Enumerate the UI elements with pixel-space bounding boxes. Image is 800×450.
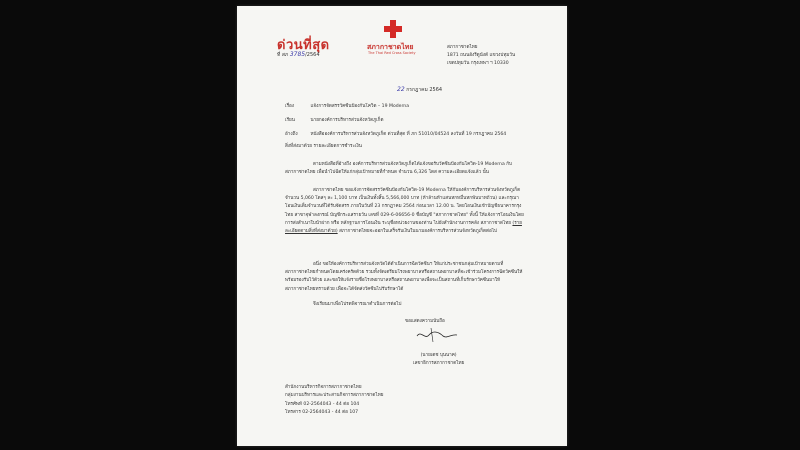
letter-date xyxy=(397,86,442,94)
footer-fax: โทรสาร 02-2564043 - 44 ต่อ 107 xyxy=(285,410,359,416)
signatory-title: เลขาธิการสภากาชาดไทย xyxy=(413,361,465,366)
org-name-english: The Thai Red Cross Society xyxy=(368,51,416,55)
subject-label: เรื่อง xyxy=(285,104,295,109)
attachment-text: รายละเอียดการชำระเงิน xyxy=(313,144,362,149)
paragraph-3: อนึ่ง ขอให้องค์การบริหารส่วนจังหวัดได้ดำเนินการฉีดวัคซีนฯ ให้แก่ประชาชนกลุ่มเป้าหมายตามที่สภากาชาดไทยกำหนดโดยเคร่งครัดด้วย รวมทั้งจัดเตรียมโรงพยาบาลหรือสถานพยาบาลที่จะเข้าร่วมโครงการฉีดวัคซีนให้พร้อมรองรับไว้ด้วย และขอให้แจ้งรายชื่อโรงพยาบาลหรือสถานพยาบาลเพื่อจะเป็นสถานที่เก็บรักษาวัคซีนมาให้สภากาชาดไทยทราบด้วย เพื่อจะได้จัดส่งวัคซีนไปรับรักษาได้ xyxy=(285,262,523,292)
to-line xyxy=(285,117,383,124)
document-number xyxy=(277,51,320,59)
letter-page xyxy=(237,6,567,446)
signatory-block xyxy=(413,352,464,368)
paragraph-2 xyxy=(285,187,525,236)
signature-icon xyxy=(409,326,461,344)
to-label: เรียน xyxy=(285,118,295,123)
to-text: นายกองค์การบริหารส่วนจังหวัดภูเก็ต xyxy=(310,118,384,123)
footer-phone: โทรศัพท์ 02-2564043 - 44 ต่อ 104 xyxy=(285,401,360,407)
attachment-line xyxy=(285,143,362,150)
address-line: สภากาชาดไทย xyxy=(447,45,478,50)
closing-salutation: ขอแสดงความนับถือ xyxy=(405,319,445,324)
footer-office: สำนักงานบริหารกิจการสภากาชาดไทย xyxy=(285,385,362,390)
doc-no-suffix: /2564 xyxy=(305,52,320,58)
attachment-label: สิ่งที่ส่งมาด้วย xyxy=(285,144,312,149)
address-line: 1871 ถนนอังรีดูนังต์ แขวงปทุมวัน xyxy=(447,53,516,58)
red-cross-logo-icon xyxy=(384,20,402,38)
sender-address xyxy=(447,44,515,68)
date-month-year: กรกฎาคม 2564 xyxy=(406,87,443,93)
footer-division: กลุ่มงานบริหารและประสานกิจการสภากาชาดไทย xyxy=(285,393,384,399)
org-name-thai: สภากาชาดไทย xyxy=(367,43,414,51)
urgency-stamp: ด่วนที่สุด xyxy=(277,38,330,53)
paragraph-1: ตามหนังสือที่อ้างถึง องค์การบริหารส่วนจังหวัดภูเก็ตได้แจ้งขอรับวัคซีนป้องกันโควิด-19 Moderna กับสภากาชาดไทย เพื่อนำไปฉีดให้แก่กลุ่มเป้าหมายที่กำหนด จำนวน 6,326 โดส ความละเอียดแจ้งแล้ว นั้น xyxy=(285,162,512,176)
paragraph-2-main: สภากาชาดไทย ขอแจ้งการจัดสรรวัคซีนป้องกันโควิด-19 Moderna ให้กับองค์การบริหารส่วนจังหวัดภูเก็ต จำนวน 5,060 โดสๆ ละ 1,100 บาท เป็นเงินทั้งสิ้น 5,566,000 บาท (ห้าล้านห้าแสนหกหมื่นหกพันบาทถ้วน) และกรุณาโอนเงินเต็มจำนวนที่ได้รับจัดสรร ภายในวันที่ 23 กรกฎาคม 2564 ก่อนเวลา 12.00 น. โดยโอนเงินเข้าบัญชีธนาคารกรุงไทย สาขาจุฬาลงกรณ์ บัญชีกระแสรายวัน เลขที่ 029-6-06656-0 ชื่อบัญชี "สภากาชาดไทย" ทั้งนี้ ให้แจ้งการโอนเงินโดยการส่งสำเนาใบนำฝาก หรือ หลักฐานการโอนเงิน ระบุชื่อหน่วยงานของท่าน ไปยังสำนักงานการคลัง สภากาชาดไทย xyxy=(285,188,524,226)
signatory-name: (นายเตช บุนนาค) xyxy=(420,353,457,358)
paragraph-2-end: สภากาชาดไทยจะออกใบเสร็จรับเงินในนามองค์การบริหารส่วนจังหวัดภูเก็ตต่อไป xyxy=(337,229,497,235)
paragraph-4: จึงเรียนมาเพื่อโปรดพิจารณาดำเนินการต่อไป xyxy=(313,302,402,307)
paragraph-2-underlined: (รายละเอียดตามสิ่งที่ส่งมาด้วย) xyxy=(285,220,522,235)
footer-contact xyxy=(285,384,383,418)
reference-label: อ้างถึง xyxy=(285,132,298,137)
reference-text: หนังสือองค์การบริหารส่วนจังหวัดภูเก็ต ด่วนที่สุด ที่ ภก 51010/04524 ลงวันที่ 19 กรกฎาคม 2564 xyxy=(310,132,507,137)
subject-text: แจ้งการจัดสรรวัคซีนป้องกันโควิด – 19 Moderna xyxy=(310,104,410,109)
doc-no-handwritten: 3785 xyxy=(289,51,306,58)
doc-no-prefix: ที่ สภ xyxy=(277,52,289,58)
subject-line xyxy=(285,103,409,110)
address-line: เขตปทุมวัน กรุงเทพฯ ฯ 10330 xyxy=(447,61,509,66)
date-day-handwritten: 22 xyxy=(397,86,405,93)
reference-line xyxy=(285,131,506,138)
